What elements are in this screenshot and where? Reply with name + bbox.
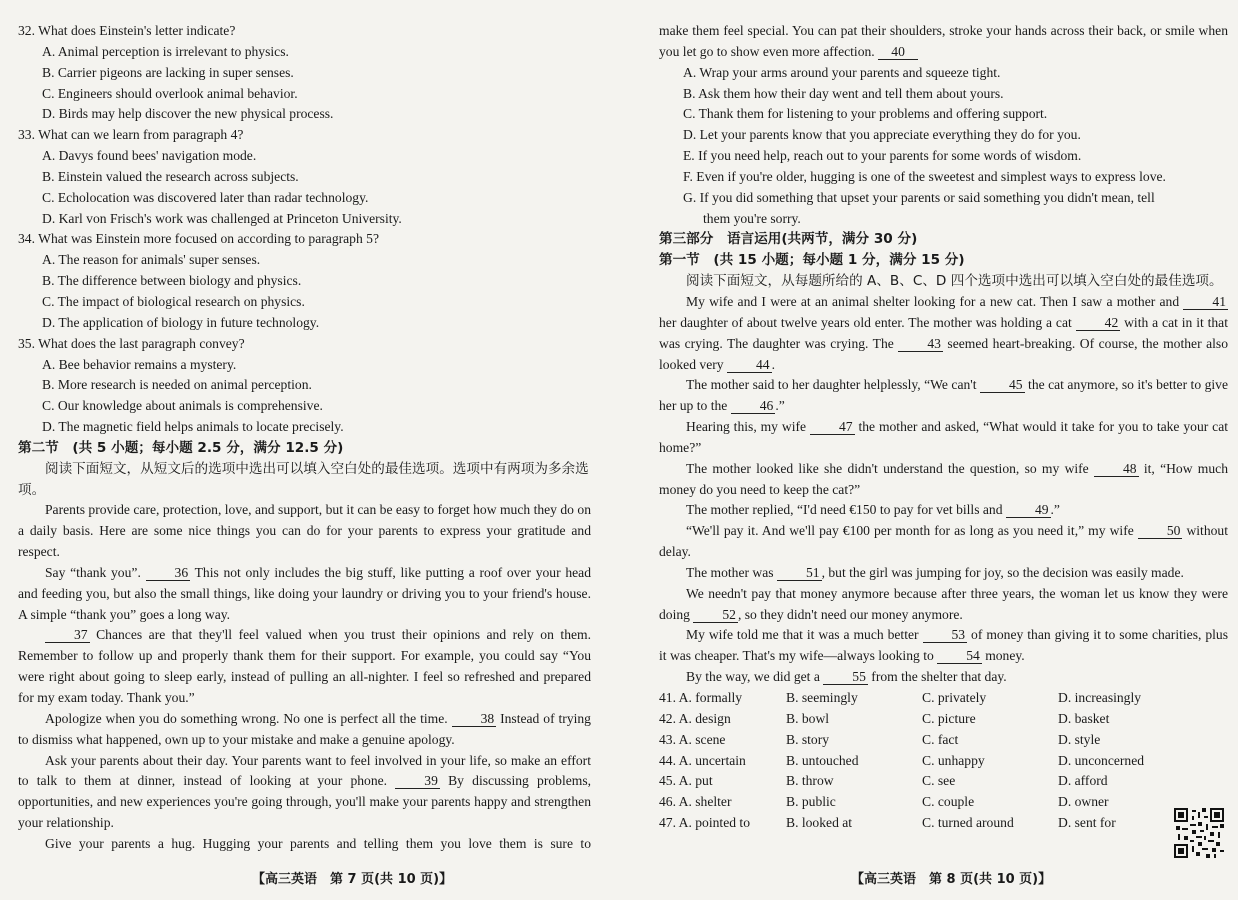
- option: D. The magnetic field helps animals to locate precisely.: [42, 419, 344, 435]
- question-34: [18, 229, 591, 333]
- mc-row-44: 44. A. uncertain B. untouched C. unhappy D. unconcerned: [659, 752, 1145, 768]
- mc-row-47: 47. A. pointed to B. looked at C. turned around D. sent for: [659, 815, 1116, 831]
- passage-paragraph: The mother replied, “I'd need €150 to pay for vet bills and 49 .”: [686, 502, 1060, 518]
- qr-code-icon: [1174, 808, 1224, 858]
- option: G. If you did something that upset your parents or said something you didn't mean, tell: [683, 189, 1155, 205]
- blank-42[interactable]: 42: [1076, 315, 1121, 331]
- blank-50[interactable]: 50: [1138, 523, 1183, 539]
- passage-paragraph: Give your parents a hug. Hugging your parents and telling them you love them is sure to: [45, 835, 591, 851]
- option: B. Carrier pigeons are lacking in super senses.: [42, 64, 294, 80]
- mc-row-46: 46. A. shelter B. public C. couple D. owner: [659, 794, 1109, 810]
- blank-45[interactable]: 45: [980, 377, 1025, 393]
- option: C. Echolocation was discovered later than radar technology.: [42, 189, 369, 205]
- right-page: [619, 0, 1238, 900]
- seven-choice-options: [659, 63, 1228, 230]
- part-title: 第三部分 语言运用(共两节，满分 30 分): [659, 231, 918, 248]
- option: E. If you need help, reach out to your parents for some words of wisdom.: [683, 148, 1082, 164]
- mc-row-42: 42. A. design B. bowl C. picture D. basket: [659, 710, 1110, 726]
- blank-52[interactable]: 52: [693, 607, 738, 623]
- passage-paragraph: make them feel special. You can pat their shoulders, stroke your hands across their back, or smile when you let go to show even more affection. 40: [659, 23, 1228, 59]
- option: B. The difference between biology and physics.: [42, 273, 302, 289]
- option: A. Bee behavior remains a mystery.: [42, 356, 237, 372]
- passage-paragraph: The mother was 51 , but the girl was jumping for joy, so the decision was easily made.: [686, 564, 1184, 580]
- question-33: [18, 125, 591, 229]
- option: F. Even if you're older, hugging is one of the sweetest and simplest ways to express love.: [683, 168, 1166, 184]
- option: C. The impact of biological research on physics.: [42, 293, 305, 309]
- blank-46[interactable]: 46: [731, 398, 776, 414]
- option: B. Einstein valued the research across subjects.: [42, 168, 299, 184]
- question-32: [18, 21, 591, 125]
- blank-37[interactable]: 37: [45, 627, 90, 643]
- multiple-choice-options: [659, 688, 1228, 834]
- option: them you're sorry.: [703, 210, 801, 226]
- blank-43[interactable]: 43: [898, 336, 943, 352]
- question-35: [18, 334, 591, 438]
- option: A. Davys found bees' navigation mode.: [42, 148, 257, 164]
- section-instruction: 阅读下面短文，从每题所给的 A、B、C、D 四个选项中选出可以填入空白处的最佳选项。: [686, 273, 1223, 290]
- blank-49[interactable]: 49: [1006, 502, 1051, 518]
- blank-41[interactable]: 41: [1183, 294, 1228, 310]
- passage-paragraph: Apologize when you do something wrong. No one is perfect all the time. 38 Instead of trying to dismiss what happened, own up to your mistake and make a genuine apology.: [18, 710, 591, 747]
- passage-paragraph: Ask your parents about their day. Your parents want to feel involved in your life, so make an effort to talk to them at dinner, instead of looking at your phone. 39 By discussing problems, opportunities, and new experiences you're going through, you'll make your parents happy and strengthen your relationship.: [18, 752, 592, 831]
- passage-paragraph: The mother said to her daughter helplessly, “We can't 45 the cat anymore, so it's better to give her up to the 46 .”: [659, 377, 1228, 414]
- passage-paragraph: “We'll pay it. And we'll pay €100 per month for as long as you need it,” my wife 50 without delay.: [659, 523, 1228, 560]
- mc-row-41: 41. A. formally B. seemingly C. privately D. increasingly: [659, 690, 1142, 705]
- option: B. Ask them how their day went and tell them about yours.: [683, 85, 1004, 101]
- passage-paragraph: By the way, we did get a 55 from the shelter that day.: [686, 669, 1007, 685]
- blank-55[interactable]: 55: [823, 669, 868, 685]
- page-footer: 【高三英语 第 8 页(共 10 页)】: [851, 872, 1052, 887]
- blank-53[interactable]: 53: [923, 627, 968, 643]
- passage-paragraph: My wife told me that it was a much better 53 of money than giving it to some charities, plus it was cheaper. That's my wife—always looking to 54 money.: [659, 627, 1228, 664]
- passage-paragraph: Hearing this, my wife 47 the mother and asked, “What would it take for you to take your cat home?”: [659, 419, 1229, 455]
- passage-paragraph: Parents provide care, protection, love, and support, but it can be easy to forget how much they do on a daily basis. Here are some nice things you can do for your parents to express your gratitude and respect.: [18, 502, 591, 560]
- option: A. Animal perception is irrelevant to physics.: [42, 43, 289, 59]
- section-title: 第一节 (共 15 小题；每小题 1 分，满分 15 分): [659, 252, 965, 269]
- mc-row-45: 45. A. put B. throw C. see D. afford: [659, 773, 1108, 789]
- option: D. Karl von Frisch's work was challenged at Princeton University.: [42, 210, 402, 226]
- passage-paragraph: We needn't pay that money anymore because after three years, the woman let us know they were doing 52 , so they didn't need our money anymore.: [659, 585, 1228, 622]
- blank-39[interactable]: 39: [395, 773, 440, 789]
- option: B. More research is needed on animal perception.: [42, 377, 312, 393]
- option: C. Our knowledge about animals is comprehensive.: [42, 398, 323, 414]
- passage-paragraph: Say “thank you”. 36 This not only includes the big stuff, like putting a roof over your head and feeding you, but also the small things, like doing your laundry or driving you to your friend's house. A simple “thank you” goes a long way.: [18, 564, 591, 622]
- blank-40[interactable]: 40: [878, 44, 918, 60]
- blank-54[interactable]: 54: [937, 648, 982, 664]
- question-stem: 34. What was Einstein more focused on according to paragraph 5?: [18, 231, 379, 247]
- option: C. Thank them for listening to your problems and offering support.: [683, 106, 1048, 122]
- option: A. Wrap your arms around your parents and squeeze tight.: [683, 64, 1001, 80]
- passage-paragraph: 37 Chances are that they'll feel valued when you trust their opinions and rely on them. Remember to follow up and properly thank them for their support. For example, you could say “You were right about going to sleep early, instead of pulling an all-nighter. I feel so refreshed and prepared for my exam today. Thank you.”: [18, 627, 591, 705]
- option: D. Birds may help discover the new physical process.: [42, 106, 334, 122]
- passage-paragraph: The mother looked like she didn't understand the question, so my wife 48 it, “How much money do you need to keep the cat?”: [659, 460, 1228, 497]
- question-stem: 32. What does Einstein's letter indicate?: [18, 23, 236, 38]
- passage-paragraph: My wife and I were at an animal shelter looking for a new cat. Then I saw a mother and 41 her daughter of about twelve years old enter. The mother was holding a cat 42 with a cat in it that was crying. The daughter was crying. The 43 seemed heart-breaking. Of course, the mother also looked very 44 .: [659, 293, 1228, 372]
- question-stem: 35. What does the last paragraph convey?: [18, 335, 245, 351]
- blank-48[interactable]: 48: [1094, 461, 1139, 477]
- blank-38[interactable]: 38: [452, 711, 497, 727]
- section-instruction: 阅读下面短文，从短文后的选项中选出可以填入空白处的最佳选项。选项中有两项为多余选项。: [18, 460, 589, 498]
- blank-51[interactable]: 51: [777, 565, 822, 581]
- blank-47[interactable]: 47: [810, 419, 855, 435]
- page-footer: 【高三英语 第 7 页(共 10 页)】: [252, 872, 453, 887]
- option: D. Let your parents know that you appreciate everything they do for you.: [683, 127, 1081, 143]
- option: D. The application of biology in future technology.: [42, 314, 320, 330]
- option: A. The reason for animals' super senses.: [42, 252, 261, 268]
- question-stem: 33. What can we learn from paragraph 4?: [18, 127, 244, 143]
- section-title: 第二节 (共 5 小题；每小题 2.5 分，满分 12.5 分): [18, 439, 344, 456]
- blank-36[interactable]: 36: [146, 565, 191, 581]
- blank-44[interactable]: 44: [727, 357, 772, 373]
- mc-row-43: 43. A. scene B. story C. fact D. style: [659, 731, 1101, 747]
- option: C. Engineers should overlook animal behavior.: [42, 85, 298, 101]
